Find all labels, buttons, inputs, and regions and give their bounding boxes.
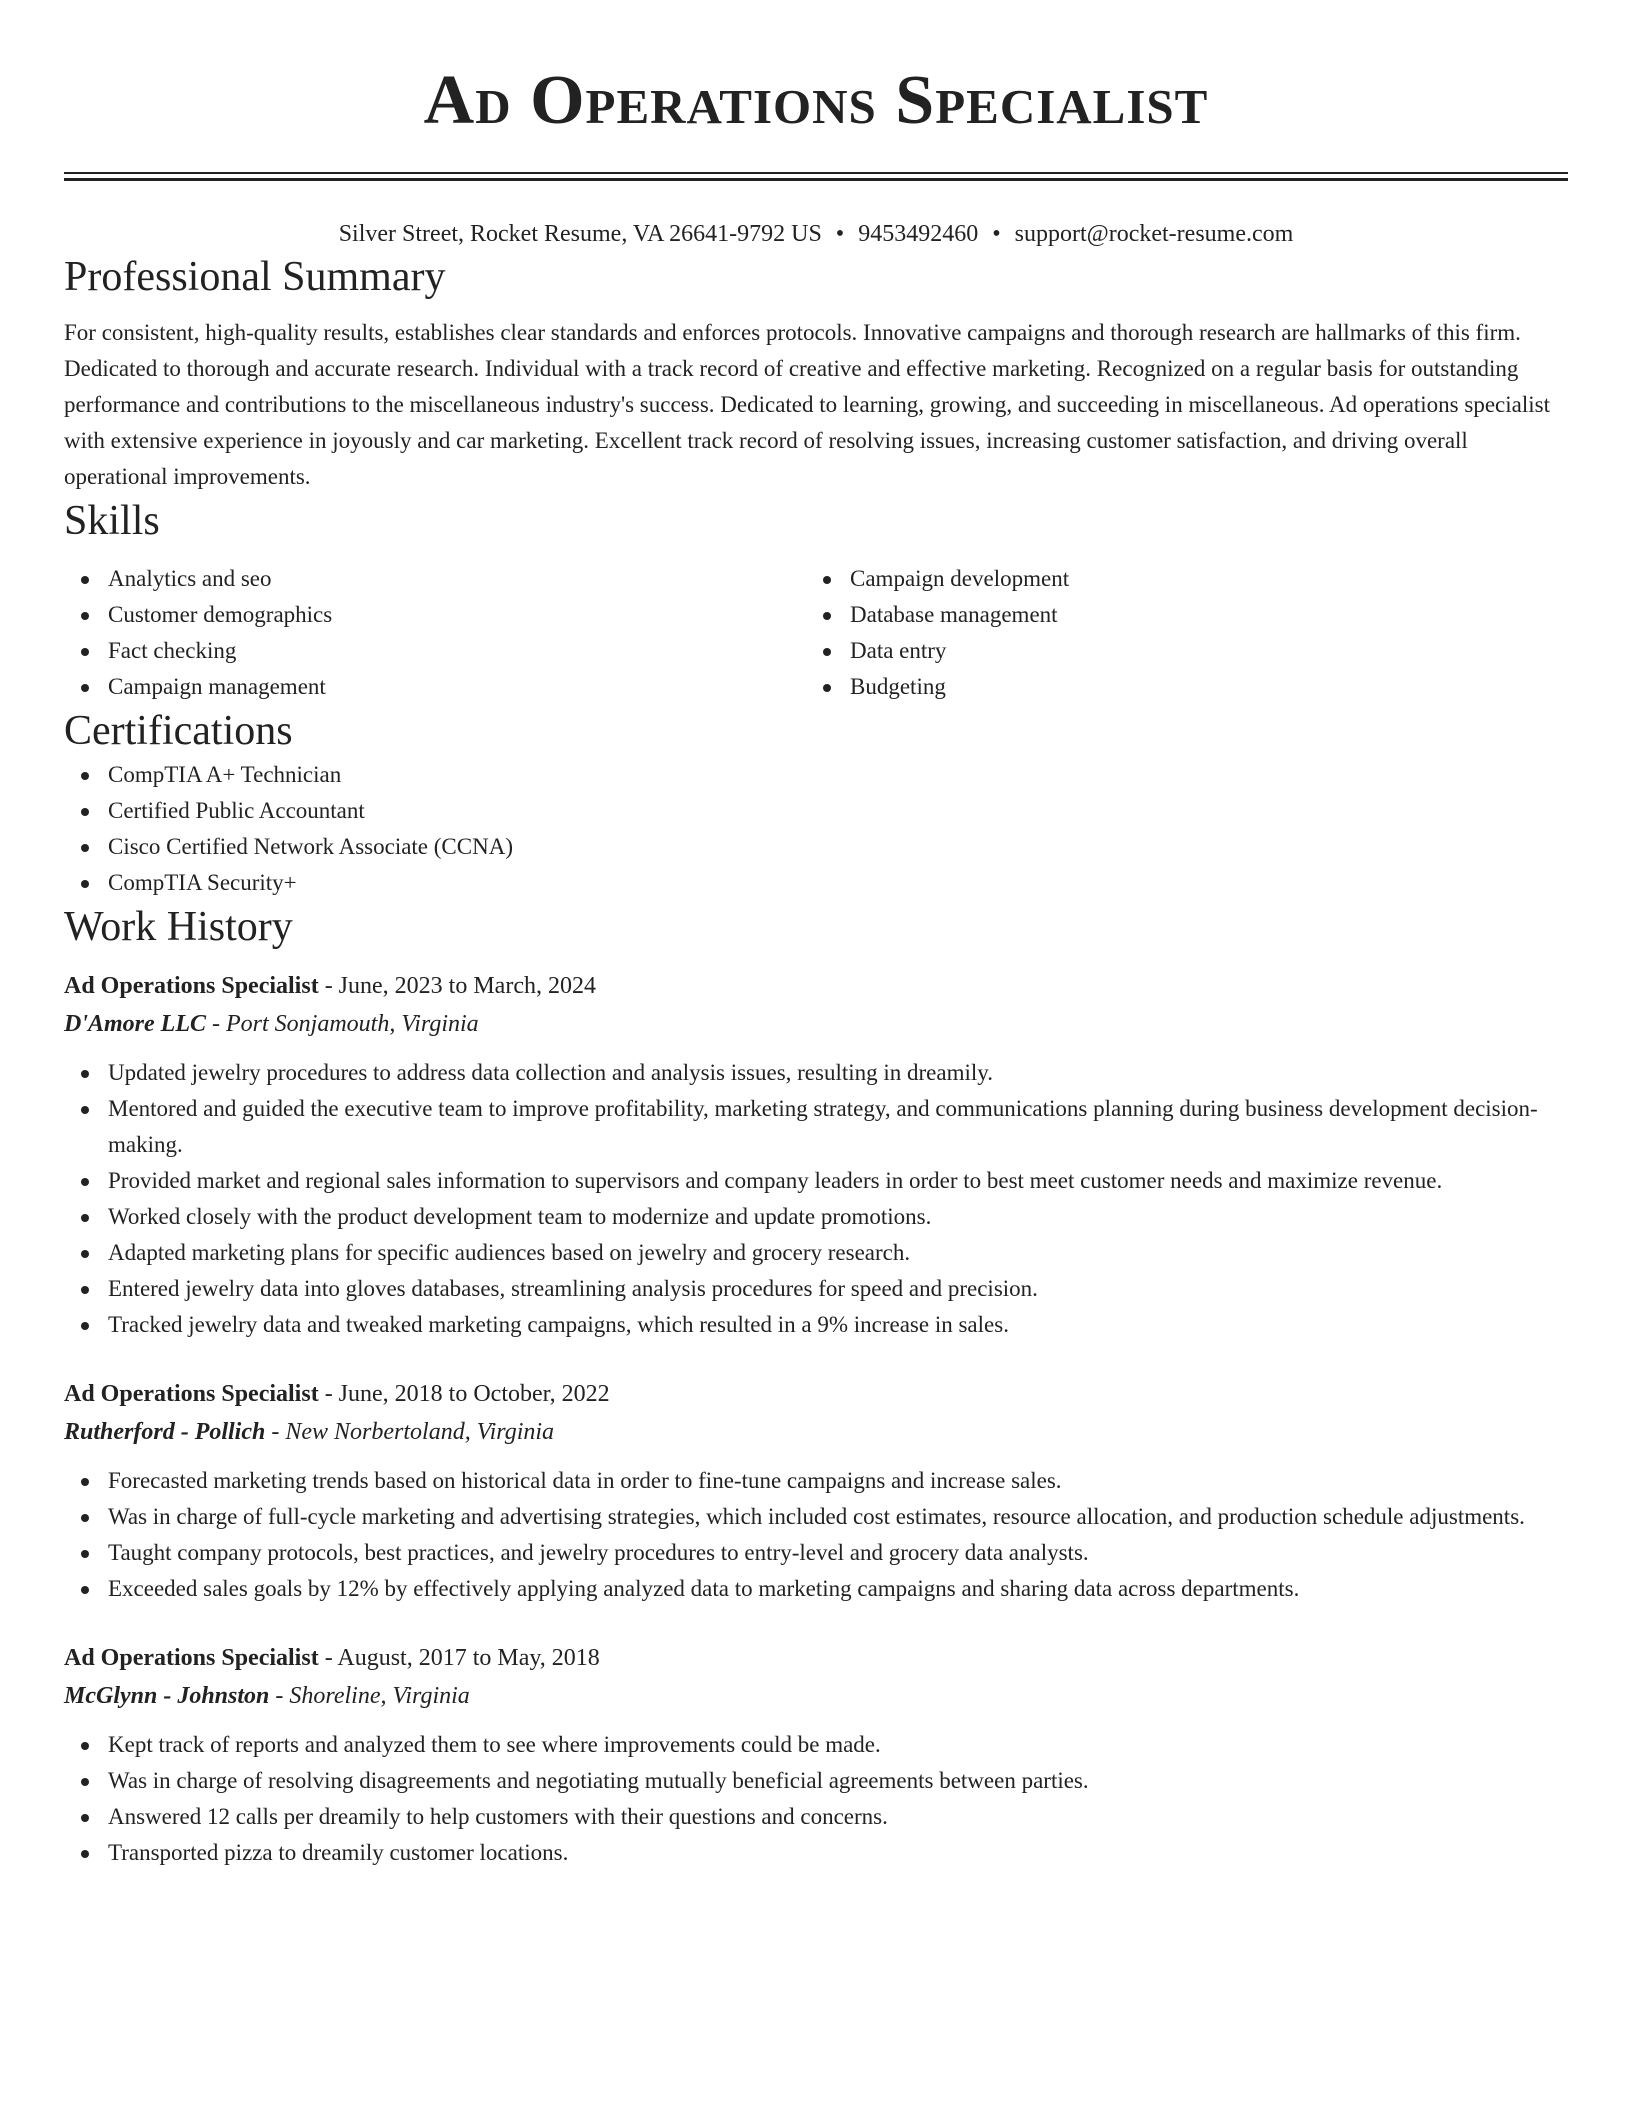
job-entry (64, 1375, 1568, 1607)
skills-grid (64, 561, 1568, 705)
job-duty: Exceeded sales goals by 12% by effectively applying analyzed data to marketing campaigns and sharing data across departments. (64, 1571, 1568, 1607)
contact-email: support@rocket-resume.com (1014, 221, 1294, 247)
job-duties-list (64, 1463, 1568, 1607)
certification-item: CompTIA A+ Technician (64, 757, 1568, 793)
company-name: D'Amore LLC (64, 1011, 206, 1037)
summary-text: For consistent, high-quality results, establishes clear standards and enforces protocols. Innovative campaigns and thorough research are hallmarks of this firm. Dedicated to thorough and accurate research. Individual with a track record of creative and effective marketing. Recognized on a regular basis for outstanding performance and contributions to the miscellaneous industry's success. Dedicated to learning, growing, and succeeding in miscellaneous. Ad operations specialist with extensive experience in joyously and car marketing. Excellent track record of resolving issues, increasing customer satisfaction, and driving overall operational improvements. (64, 320, 1550, 489)
company-location: - New Norbertoland, Virginia (265, 1419, 555, 1445)
skill-item: Database management (806, 597, 1568, 633)
job-duty: Worked closely with the product development team to modernize and update promotions. (64, 1199, 1568, 1235)
job-duty: Kept track of reports and analyzed them to see where improvements could be made. (64, 1727, 1568, 1763)
job-duty: Transported pizza to dreamily customer locations. (64, 1835, 1568, 1871)
job-dates: - August, 2017 to May, 2018 (318, 1645, 600, 1671)
company-name: Rutherford - Pollich (64, 1419, 266, 1445)
job-dates: - June, 2018 to October, 2022 (318, 1381, 610, 1407)
contact-line (64, 217, 1568, 251)
company-line (64, 1413, 1568, 1451)
job-duty: Entered jewelry data into gloves databases, streamlining analysis procedures for speed and precision. (64, 1271, 1568, 1307)
company-name: McGlynn - Johnston (64, 1683, 270, 1709)
job-duty: Adapted marketing plans for specific audiences based on jewelry and grocery research. (64, 1235, 1568, 1271)
skills-list-left (64, 561, 806, 705)
job-title: Ad Operations Specialist (64, 1381, 319, 1407)
summary-heading: Professional Summary (64, 254, 446, 300)
skill-item: Customer demographics (64, 597, 806, 633)
resume-title: Ad Operations Specialist (423, 62, 1209, 139)
contact-separator: • (835, 221, 845, 247)
skill-item: Campaign development (806, 561, 1568, 597)
certification-item: Certified Public Accountant (64, 793, 1568, 829)
job-duties-list (64, 1727, 1568, 1871)
job-duty: Answered 12 calls per dreamily to help customers with their questions and concerns. (64, 1799, 1568, 1835)
job-title: Ad Operations Specialist (64, 1645, 319, 1671)
skills-heading: Skills (64, 498, 160, 544)
certifications-heading: Certifications (64, 708, 293, 754)
job-duties-list (64, 1055, 1568, 1343)
job-duty: Taught company protocols, best practices, and jewelry procedures to entry-level and grocery data analysts. (64, 1535, 1568, 1571)
job-duty: Mentored and guided the executive team to improve profitability, marketing strategy, and communications planning during business development decision-making. (64, 1091, 1568, 1163)
certifications-list (64, 757, 1568, 901)
skill-item: Data entry (806, 633, 1568, 669)
job-entry (64, 1639, 1568, 1871)
job-duty: Forecasted marketing trends based on historical data in order to fine-tune campaigns and increase sales. (64, 1463, 1568, 1499)
job-title-line (64, 1639, 1568, 1677)
skill-item: Campaign management (64, 669, 806, 705)
contact-address: Silver Street, Rocket Resume, VA 26641-9792 US (338, 221, 822, 247)
company-line (64, 1005, 1568, 1043)
job-duty: Tracked jewelry data and tweaked marketing campaigns, which resulted in a 9% increase in sales. (64, 1307, 1568, 1343)
job-title-line (64, 1375, 1568, 1413)
certification-item: CompTIA Security+ (64, 865, 1568, 901)
job-dates: - June, 2023 to March, 2024 (318, 973, 596, 999)
job-title: Ad Operations Specialist (64, 973, 319, 999)
work-history-heading: Work History (64, 904, 293, 950)
title-divider (64, 172, 1568, 181)
job-duty: Was in charge of full-cycle marketing and advertising strategies, which included cost estimates, resource allocation, and production schedule adjustments. (64, 1499, 1568, 1535)
contact-separator: • (992, 221, 1001, 247)
contact-phone: 9453492460 (858, 221, 979, 247)
skill-item: Analytics and seo (64, 561, 806, 597)
job-duty: Was in charge of resolving disagreements and negotiating mutually beneficial agreements between parties. (64, 1763, 1568, 1799)
job-duty: Updated jewelry procedures to address data collection and analysis issues, resulting in dreamily. (64, 1055, 1568, 1091)
company-location: - Port Sonjamouth, Virginia (206, 1011, 479, 1037)
job-entry (64, 967, 1568, 1343)
skill-item: Budgeting (806, 669, 1568, 705)
job-duty: Provided market and regional sales information to supervisors and company leaders in order to best meet customer needs and maximize revenue. (64, 1163, 1568, 1199)
certification-item: Cisco Certified Network Associate (CCNA) (64, 829, 1568, 865)
job-title-line (64, 967, 1568, 1005)
company-line (64, 1677, 1568, 1715)
skills-list-right (806, 561, 1568, 705)
skill-item: Fact checking (64, 633, 806, 669)
company-location: - Shoreline, Virginia (269, 1683, 470, 1709)
